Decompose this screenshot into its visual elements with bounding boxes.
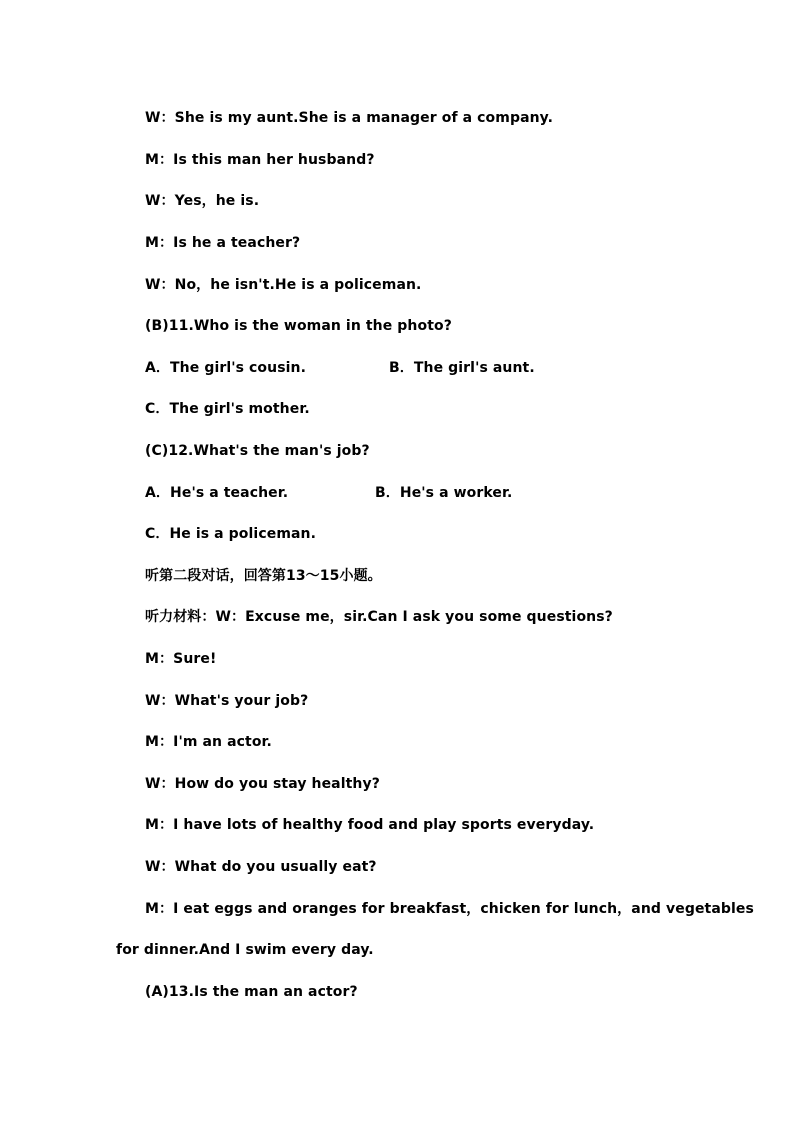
section-instruction [145,566,382,586]
line-text: M：Is this man her husband? [145,152,375,168]
dialogue-line [145,607,613,627]
question-line [145,982,358,1002]
option-c: C．He is a policeman. [145,526,317,542]
question-text: (A)13.Is the man an actor? [145,984,358,1000]
instruction-text: 听第二段对话，回答第13～15小题。 [145,568,382,584]
line-text: W：She is my aunt.She is a manager of a company. [145,110,554,126]
option-b: B．He's a worker. [375,485,513,501]
dialogue-line [145,691,308,711]
line-text: W：What do you usually eat? [145,859,377,875]
question-line [145,441,370,461]
dialogue-line [145,191,259,211]
line-text: 听力材料：W：Excuse me，sir.Can I ask you some questions? [145,609,613,625]
option-b: B．The girl's aunt. [389,360,535,376]
dialogue-line-continued [116,940,374,960]
line-text: W：What's your job? [145,693,309,709]
question-text: (C)12.What's the man's job? [145,443,370,459]
dialogue-line [145,649,216,669]
line-text: for dinner.And I swim every day. [116,942,374,958]
option-line [145,399,310,419]
dialogue-line [145,899,754,919]
dialogue-line [145,732,272,752]
option-line [145,358,306,378]
dialogue-line [145,857,377,877]
option-line [145,524,316,544]
line-text: W：No，he isn't.He is a policeman. [145,277,422,293]
line-text: M：Is he a teacher? [145,235,301,251]
option-a: A．He's a teacher. [145,485,289,501]
line-text: M：Sure! [145,651,217,667]
line-text: W：How do you stay healthy? [145,776,380,792]
dialogue-line [145,108,553,128]
dialogue-line [145,774,380,794]
question-line [145,316,452,336]
option-line [145,483,288,503]
option-line [389,358,535,378]
dialogue-line [145,275,421,295]
option-line [375,483,512,503]
dialogue-line [145,150,375,170]
line-text: M：I'm an actor. [145,734,272,750]
line-text: M：I eat eggs and oranges for breakfast，chicken for lunch，and vegetables [145,901,754,917]
line-text: M：I have lots of healthy food and play sports everyday. [145,817,595,833]
question-text: (B)11.Who is the woman in the photo? [145,318,452,334]
option-c: C．The girl's mother. [145,401,310,417]
line-text: W：Yes，he is. [145,193,260,209]
dialogue-line [145,233,300,253]
option-a: A．The girl's cousin. [145,360,307,376]
dialogue-line [145,815,594,835]
